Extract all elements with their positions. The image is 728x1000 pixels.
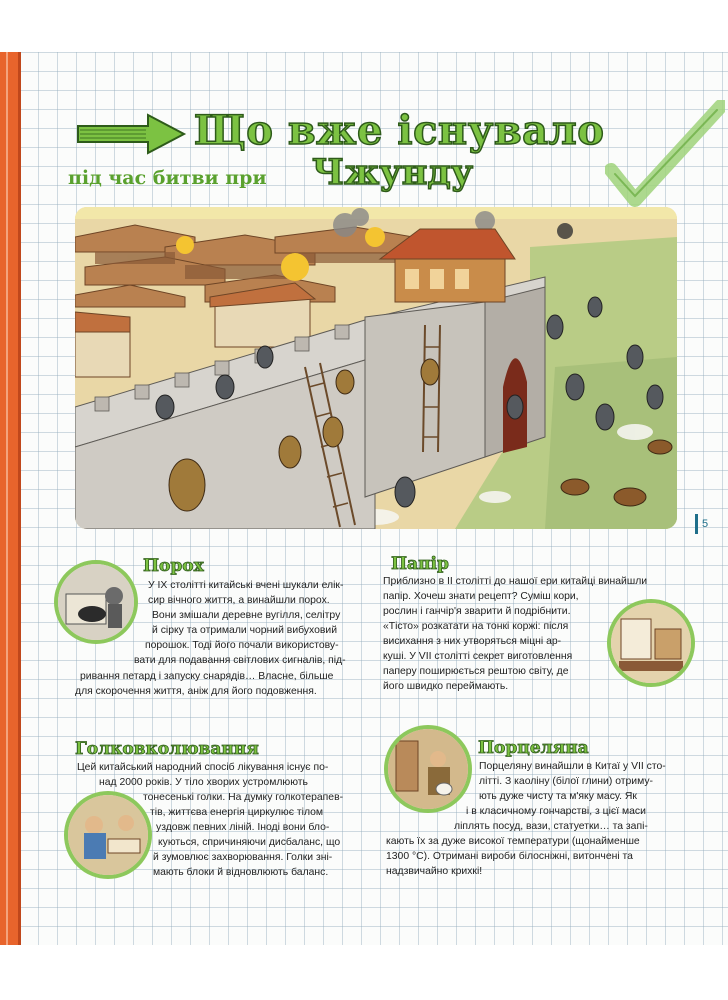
- acupuncture-line-3: тонесенькі голки. На думку голкотерапев-: [143, 792, 344, 803]
- gunpowder-line-4: й сірку та отримали чорний вибуховий: [152, 625, 338, 636]
- page-number: 5: [695, 514, 724, 534]
- paper-heading: Папір: [391, 554, 449, 574]
- page-subtitle-big: Чжунду: [312, 152, 474, 193]
- porcelain-line-1: Порцеляну винайшли в Китаї у VII сто-: [479, 761, 666, 772]
- acupuncture-line-2: над 2000 років. У тіло хворих устромлюють: [99, 777, 308, 788]
- battle-illustration: [75, 207, 677, 529]
- gunpowder-line-5: порошок. Тоді його почали використову-: [145, 640, 339, 651]
- paper-line-3: рослин і ганчір'я зварити й подрібнити.: [383, 606, 571, 617]
- page-subtitle-small: під час битви при: [68, 167, 267, 189]
- gunpowder-line-7: ривання петард і запуску снарядів… Власне, більше: [80, 671, 334, 682]
- acupuncture-heading: Голковколювання: [75, 739, 259, 759]
- gunpowder-line-1: У IX столітті китайські вчені шукали елік-: [148, 580, 344, 591]
- porcelain-line-5: ліплять посуд, вази, статуетки… та запі-: [454, 821, 648, 832]
- porcelain-line-8: надзвичайно крихкі!: [386, 866, 483, 877]
- paper-illustration: [607, 599, 695, 687]
- acupuncture-line-4: тів, життєва енергія циркулює тілом: [150, 807, 324, 818]
- porcelain-line-3: ють дуже чисту та м'яку масу. Як: [479, 791, 637, 802]
- gunpowder-line-6: вати для подавання світлових сигналів, під-: [134, 655, 346, 666]
- acupuncture-line-1: Цей китайський народний спосіб лікування існує по-: [77, 762, 329, 773]
- porcelain-line-6: кають їх за дуже високої температури (щонайменше: [386, 836, 640, 847]
- paper-line-6: куші. У VII столітті секрет виготовлення: [383, 651, 573, 662]
- gunpowder-illustration: [54, 560, 138, 644]
- porcelain-illustration: [384, 725, 472, 813]
- acupuncture-line-6: куються, спричиняючи дисбаланс, що: [158, 837, 341, 848]
- gunpowder-heading: Порох: [143, 556, 204, 576]
- acupuncture-illustration: [64, 791, 152, 879]
- acupuncture-line-5: уздовж певних ліній. Іноді вони бло-: [156, 822, 330, 833]
- battle-scene: [75, 207, 677, 529]
- page-title: Що вже існувало: [194, 107, 605, 154]
- gunpowder-line-2: сир вічного життя, а винайшли порох.: [148, 595, 330, 606]
- paper-line-7: паперу поширюється рештою світу, де: [383, 666, 569, 677]
- porcelain-line-7: 1300 °С). Отримані вироби білосніжні, витончені та: [386, 851, 633, 862]
- paper-line-5: висихання з них утворяться міцні ар-: [383, 636, 562, 647]
- porcelain-line-4: і в класичному гончарстві, з цієї маси: [466, 806, 646, 817]
- acupuncture-line-8: мають блоки й відновлюють баланс.: [153, 867, 329, 878]
- porcelain-heading: Порцеляна: [478, 738, 589, 758]
- paper-line-2: папір. Хочеш знати рецепт? Суміш кори,: [383, 591, 579, 602]
- gunpowder-line-3: Вони змішали деревне вугілля, селітру: [152, 610, 341, 621]
- book-spine: [0, 52, 21, 945]
- acupuncture-line-7: й зумовлює захворювання. Голки зні-: [153, 852, 333, 863]
- paper-line-1: Приблизно в II столітті до нашої ери китайці винайшли: [383, 576, 648, 587]
- porcelain-line-2: літті. З каоліну (білої глини) отриму-: [479, 776, 654, 787]
- gunpowder-line-8: для скорочення життя, аніж для його подовження.: [75, 686, 317, 697]
- paper-line-4: «Тісто» розкатати на тонкі коржі: після: [383, 621, 569, 632]
- paper-line-8: його швидко переймають.: [383, 681, 509, 692]
- checkmark-icon: [605, 100, 725, 210]
- arrow-icon: [76, 112, 188, 156]
